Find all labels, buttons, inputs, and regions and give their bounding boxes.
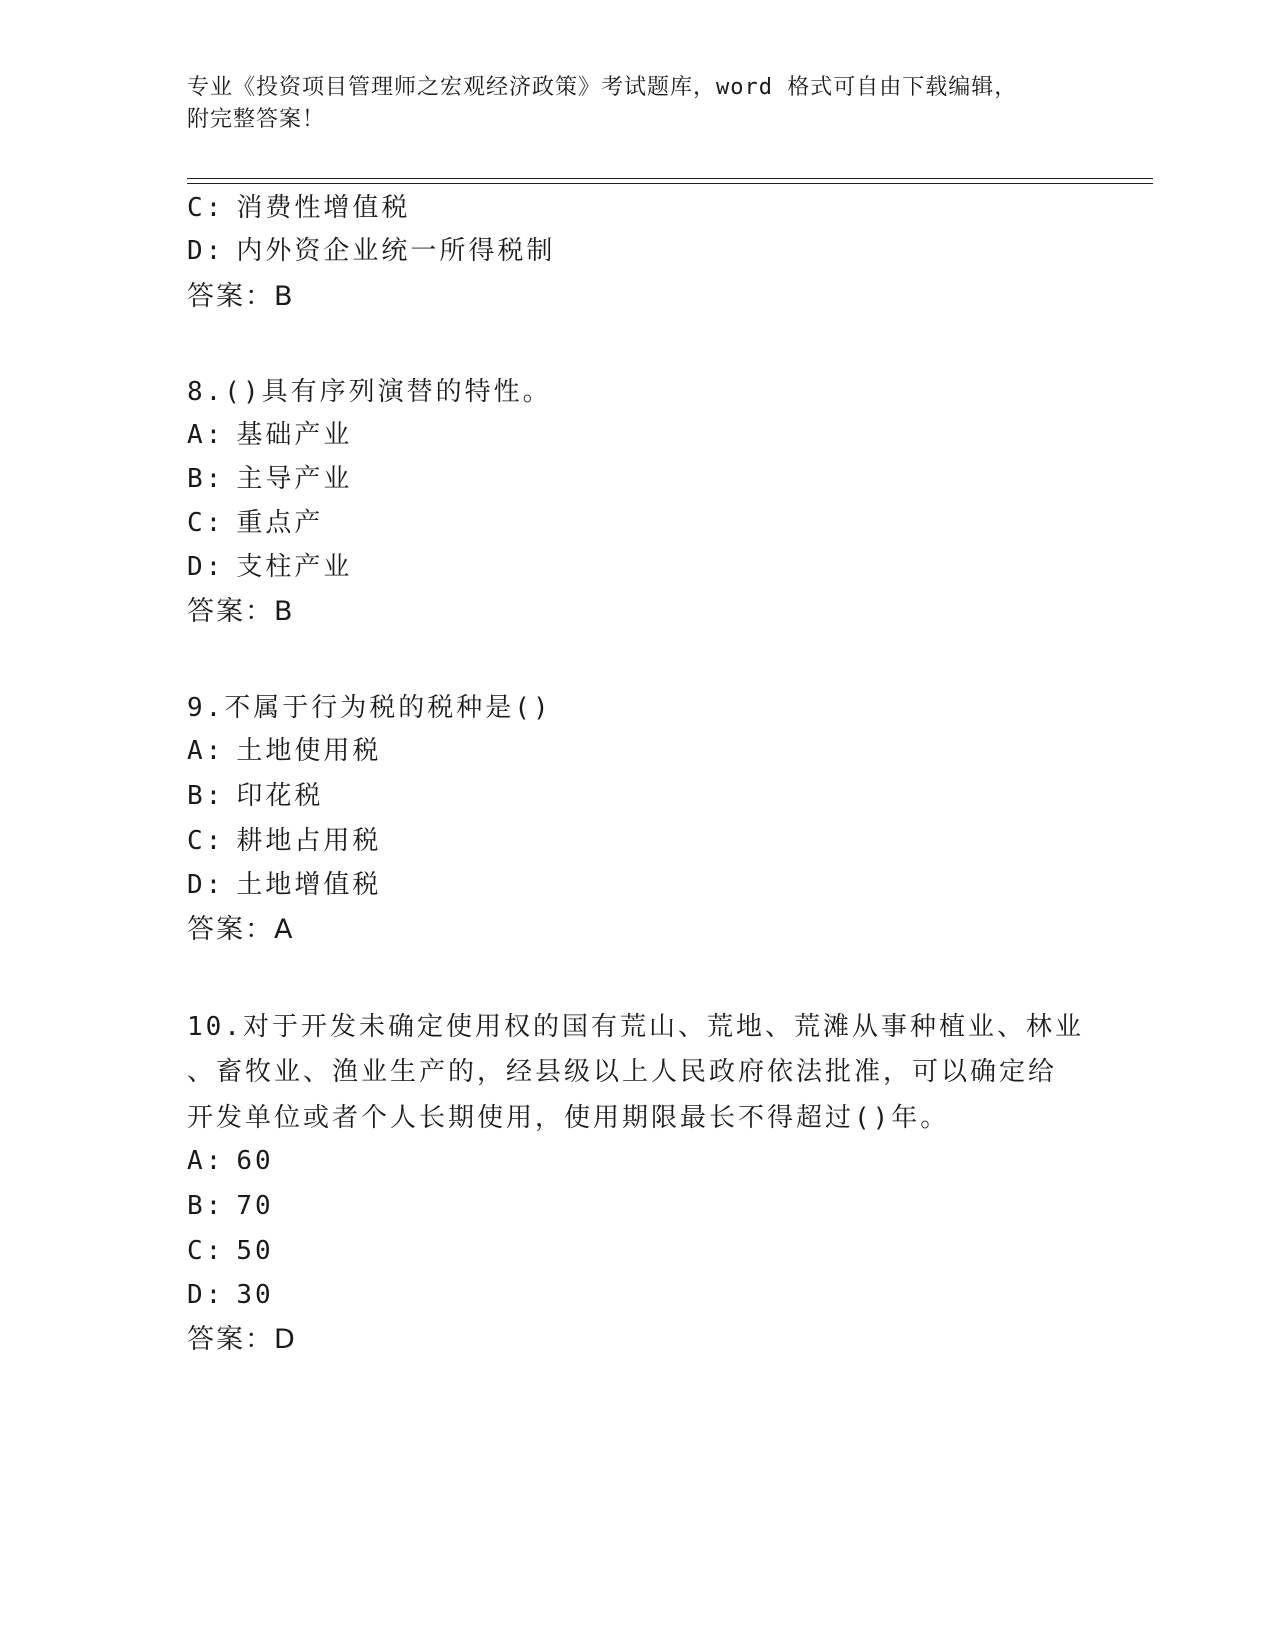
option-key: C:	[187, 508, 225, 538]
q10-stem-line-3: 开发单位或者个人长期使用，使用期限最长不得超过()年。	[187, 1103, 950, 1133]
option-key: D:	[187, 870, 225, 900]
option-text: 重点产	[236, 508, 324, 538]
header-divider-top	[187, 178, 1153, 179]
option-key: D:	[187, 1280, 225, 1310]
option-key: A:	[187, 420, 225, 450]
q10-option-d	[187, 1278, 274, 1312]
option-key: B:	[187, 1191, 225, 1221]
option-text: 50	[236, 1236, 274, 1266]
option-key: D:	[187, 552, 225, 582]
q8-stem: 8.()具有序列演替的特性。	[187, 377, 552, 407]
option-text: 基础产业	[236, 420, 353, 450]
option-text: 支柱产业	[236, 552, 353, 582]
q7-answer: 答案：B	[187, 281, 295, 312]
q8-option-c	[187, 506, 323, 540]
header-line-1: 专业《投资项目管理师之宏观经济政策》考试题库，word 格式可自由下载编辑，	[187, 75, 1018, 100]
option-text: 30	[236, 1280, 274, 1310]
q10-stem-line-2: 、畜牧业、渔业生产的，经县级以上人民政府依法批准，可以确定给	[187, 1057, 1058, 1087]
q10-answer: 答案：D	[187, 1324, 297, 1355]
q9-answer: 答案：A	[187, 914, 295, 945]
option-text: 耕地占用税	[236, 826, 382, 856]
q8-answer: 答案：B	[187, 596, 295, 627]
option-key: A:	[187, 736, 225, 766]
q9-option-c	[187, 824, 381, 858]
option-key: C:	[187, 1236, 225, 1266]
q9-stem: 9.不属于行为税的税种是()	[187, 693, 552, 723]
option-text: 70	[236, 1191, 274, 1221]
option-text: 内外资企业统一所得税制	[236, 236, 556, 266]
q8-option-a	[187, 418, 352, 452]
q7-option-d	[187, 234, 555, 268]
q10-option-a	[187, 1144, 274, 1178]
option-text: 印花税	[236, 781, 324, 811]
option-text: 土地增值税	[236, 870, 382, 900]
q9-option-d	[187, 868, 381, 902]
option-key: B:	[187, 464, 225, 494]
option-key: D:	[187, 236, 225, 266]
option-text: 60	[236, 1146, 274, 1176]
q10-option-b	[187, 1189, 274, 1223]
q7-option-c	[187, 191, 410, 225]
option-key: B:	[187, 781, 225, 811]
option-text: 主导产业	[236, 464, 353, 494]
header-line-2: 附完整答案！	[187, 107, 326, 132]
option-key: A:	[187, 1146, 225, 1176]
header-divider-bottom	[187, 183, 1153, 184]
option-text: 消费性增值税	[236, 193, 411, 223]
q8-option-b	[187, 462, 352, 496]
option-text: 土地使用税	[236, 736, 382, 766]
option-key: C:	[187, 826, 225, 856]
document-header	[187, 72, 1107, 136]
q9-option-a	[187, 734, 381, 768]
q9-option-b	[187, 779, 323, 813]
q10-option-c	[187, 1234, 274, 1268]
option-key: C:	[187, 193, 225, 223]
q8-option-d	[187, 550, 352, 584]
q10-stem-line-1: 10.对于开发未确定使用权的国有荒山、荒地、荒滩从事种植业、林业	[187, 1012, 1084, 1042]
